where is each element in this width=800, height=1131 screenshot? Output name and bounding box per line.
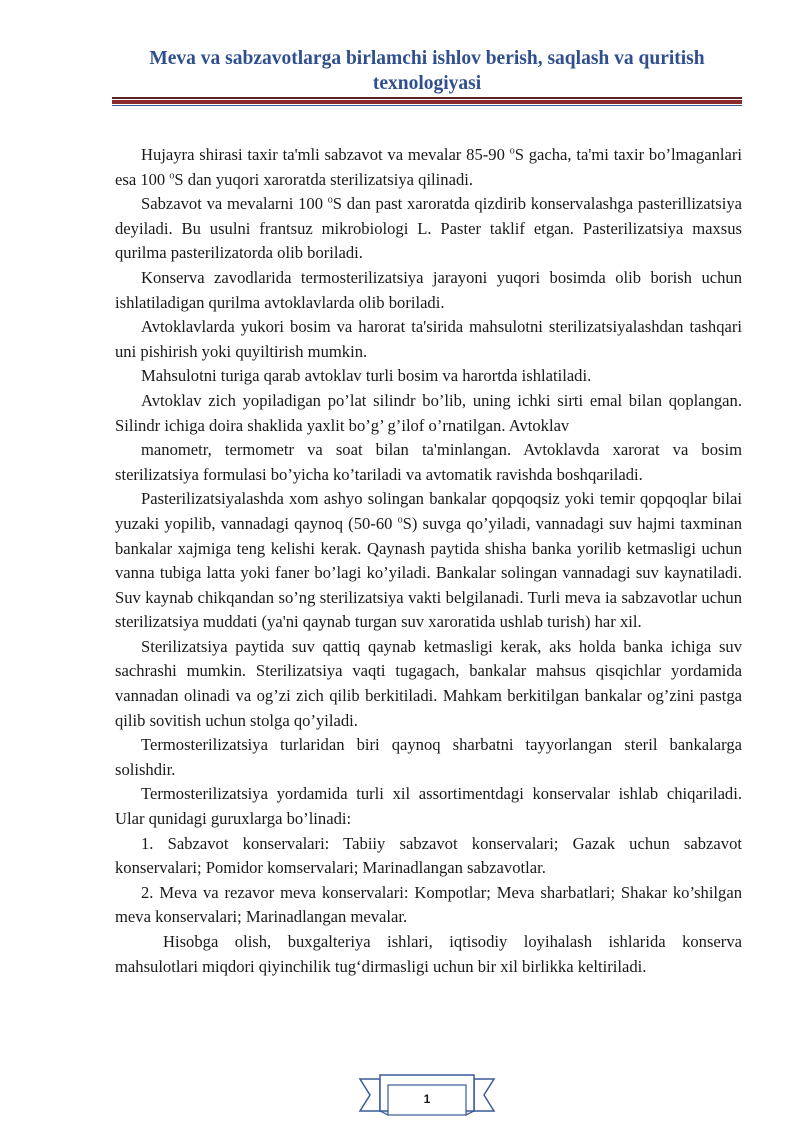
list-item-1: 1. Sabzavot konservalari: Tabiiy sabzavot konservalari; Gazak uchun sabzavot konservalari; Pomidor komservalari; Marinadlangan sabzavotlar. xyxy=(115,833,742,878)
paragraph-1: Hujayra shirasi taxir ta'mli sabzavot va mevalar 85-90 $^o$S gacha, ta'mi taxir bo’lmaganlari esa 100 $^o$S dan yuqori xaroratda sterilizatsiya qilinadi. xyxy=(115,145,742,189)
paragraph-2: Sabzavot va mevalarni 100 $^o$S dan past xaroratda qizdirib konservalashga pasterillizatsiya deyiladi. Bu usulni frantsuz mikrobiologi L. Paster taklif etgan. Pasterilizatsiya maxsus qurilma pasterilizatorda olib boriladi. xyxy=(115,194,742,263)
paragraph-5: Mahsulotni turiga qarab avtoklav turli bosim va harortda ishlatiladi. xyxy=(141,366,592,386)
paragraph-7: manometr, termometr va soat bilan ta'minlangan. Avtoklavda xarorat va bosim sterilizatsiya formulasi bo’yicha ko’tariladi va avtomatik ravishda boshqariladi. xyxy=(115,440,742,484)
page-header xyxy=(112,46,742,96)
paragraph-10: Termosterilizatsiya turlaridan biri qaynoq sharbatni tayyorlangan steril bankalarga solishdir. xyxy=(115,735,742,779)
list-item-2: 2. Meva va rezavor meva konservalari: Kompotlar; Meva sharbatlari; Shakar ko’shilgan meva konservalari; Marinadlangan mevalar. xyxy=(115,882,742,927)
page-number: 1 xyxy=(423,1092,431,1106)
page-footer xyxy=(358,1073,496,1117)
header-divider-accent xyxy=(112,105,742,106)
document-body xyxy=(115,143,742,979)
paragraph-6: Avtoklav zich yopiladigan po’lat silindr bo’lib, uning ichki sirti emal bilan qoplangan. Silindr ichiga doira shaklida yaxlit bo’g’ g’ilof o’rnatilgan. Avtoklav xyxy=(115,390,742,435)
paragraph-4: Avtoklavlarda yukori bosim va harorat ta'sirida mahsulotni sterilizatsiyalashdan tashqari uni pishirish yoki quyiltirish mumkin. xyxy=(115,317,742,361)
header-divider-thick xyxy=(112,100,742,104)
header-divider-thin xyxy=(112,97,742,99)
paragraph-11: Termosterilizatsiya yordamida turli xil assortimentdagi konservalar ishlab chiqariladi. Ular qunidagi guruxlarga bo’linadi: xyxy=(115,784,742,829)
paragraph-9: Sterilizatsiya paytida suv qattiq qaynab ketmasligi kerak, aks holda banka ichiga suv sachrashi mumkin. Sterilizatsiya vaqti tugagach, bankalar mahsus qisqichlar yordamida vannadan olinadi va og’zi zich qilib berkitiladi. Mahkam berkitilgan bankalar og’zini pastga qilib sovitish uchun stolga qo’yiladi. xyxy=(115,636,742,730)
paragraph-12: Hisobga olish, buxgalteriya ishlari, iqtisodiy loyihalash ishlarida konserva mahsulotlari miqdori qiyinchilik tug‘dirmasligi uchun bir xil birlikka keltiriladi. xyxy=(115,932,742,976)
paragraph-8: Pasterilizatsiyalashda xom ashyo solingan bankalar qopqoqsiz yoki temir qopqoqlar bilai yuzaki yopilib, vannadagi qaynoq (50-60 $^o$S) suvga qo’yiladi, vannadagi suv hajmi taxminan bankalar xajmiga teng kelishi kerak. Qaynash paytida shisha banka yorilib ketmasligi uchun vanna tubiga latta yoki faner bo’lagi ko’yiladi. Bankalar solingan vannadagi suv kaynatiladi. Suv kaynab chikqandan so’ng sterilizatsiya vakti belgilanadi. Turli meva ia sabzavotlar uchun sterilizatsiya muddati (ya'ni qaynab turgan suv xaroratida ushlab turish) har xil. xyxy=(115,489,742,632)
document-title: Meva va sabzavotlarga birlamchi ishlov berish, saqlash va quritish texnologiyasi xyxy=(149,48,705,94)
paragraph-3: Konserva zavodlarida termosterilizatsiya jarayoni yuqori bosimda olib borish uchun ishlatiladigan qurilma avtoklavlarda olib boriladi. xyxy=(115,267,742,312)
